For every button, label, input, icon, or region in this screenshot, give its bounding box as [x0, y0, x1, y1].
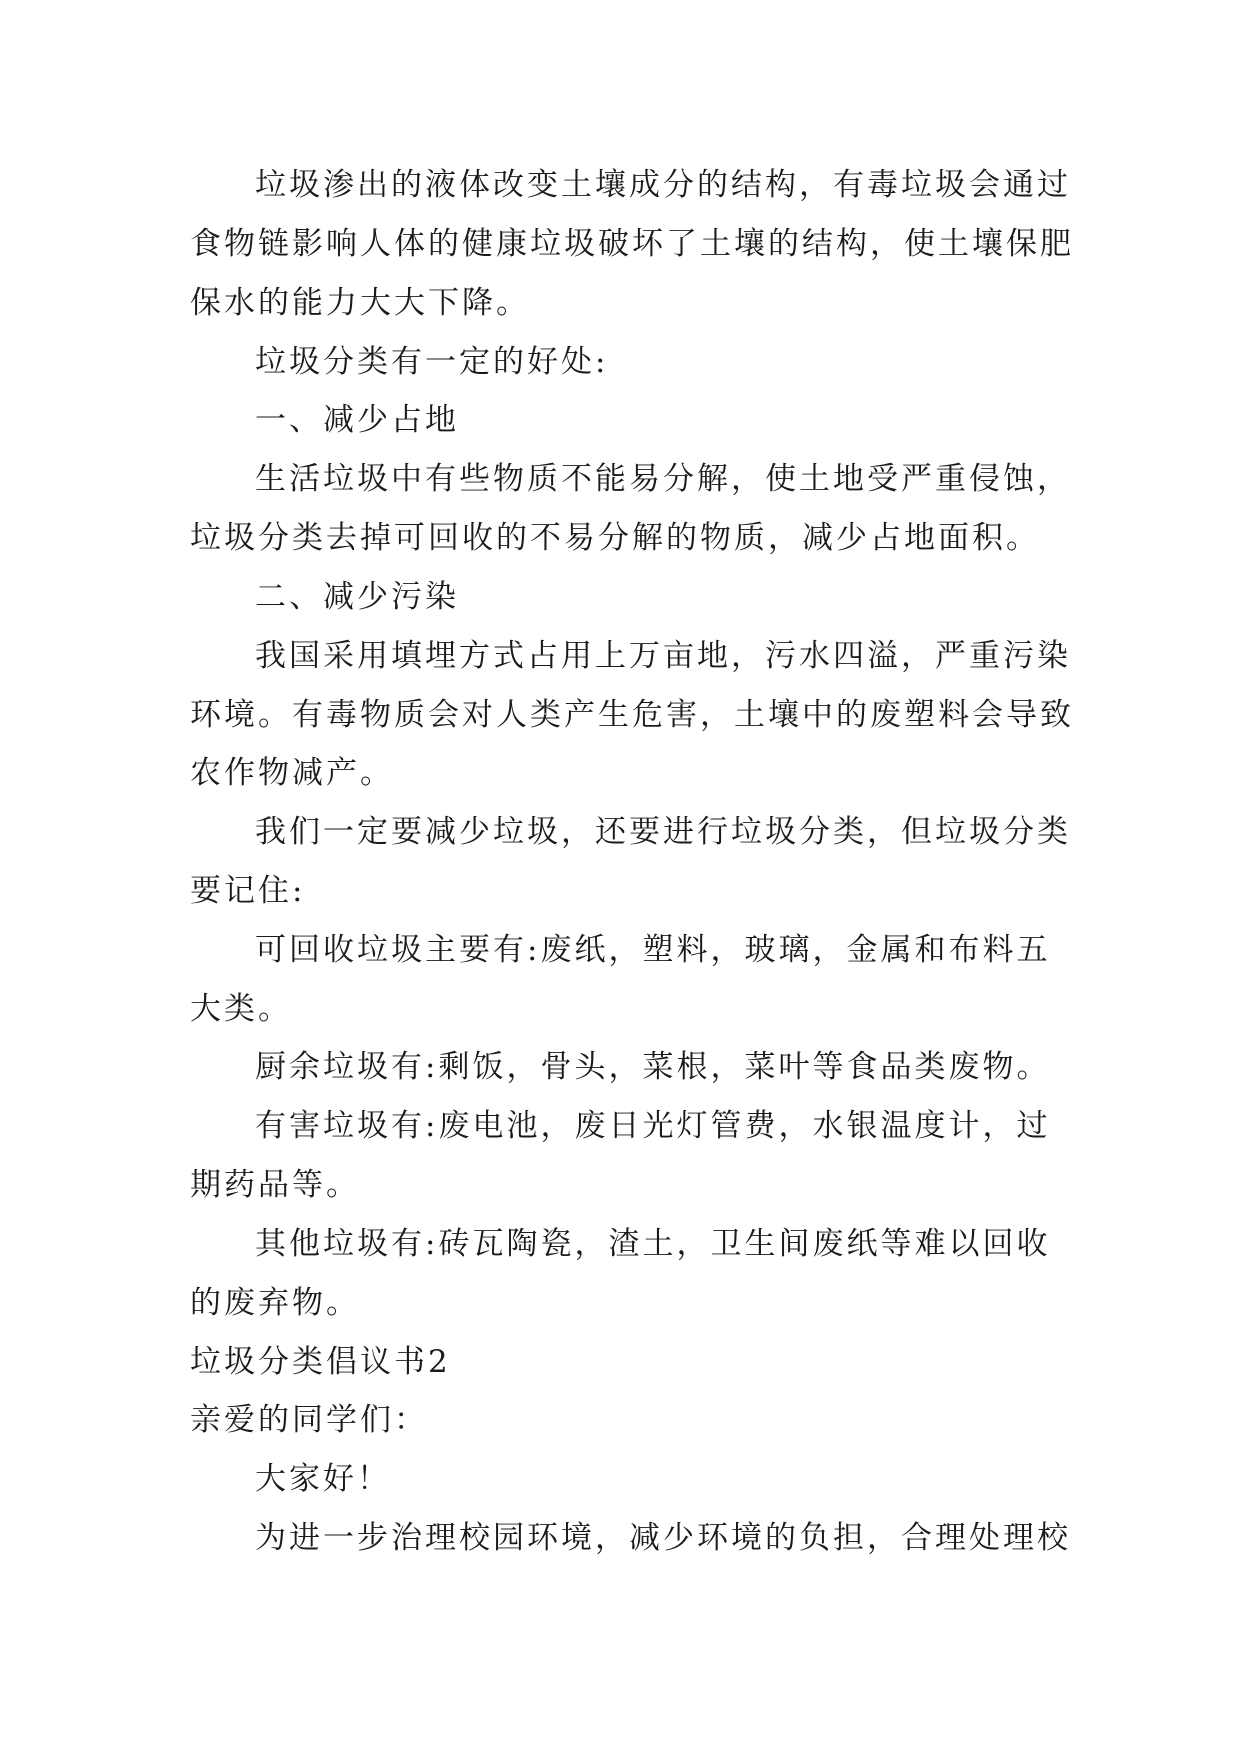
- paragraph-line: 环境。有毒物质会对人类产生危害，土壤中的废塑料会导致: [190, 697, 1074, 733]
- section-heading: 二、减少污染: [255, 579, 459, 615]
- paragraph-line: 可回收垃圾主要有:废纸，塑料，玻璃，金属和布料五: [255, 932, 1051, 968]
- paragraph-line: 垃圾分类去掉可回收的不易分解的物质，减少占地面积。: [190, 520, 1040, 556]
- paragraph-line: 为进一步治理校园环境，减少环境的负担，合理处理校: [255, 1520, 1071, 1556]
- paragraph-line: 食物链影响人体的健康垃圾破坏了土壤的结构，使土壤保肥: [190, 226, 1074, 262]
- paragraph-line: 要记住:: [190, 873, 306, 909]
- paragraph-line: 我们一定要减少垃圾，还要进行垃圾分类，但垃圾分类: [255, 814, 1071, 850]
- paragraph-line: 大类。: [190, 991, 292, 1027]
- paragraph-line: 保水的能力大大下降。: [190, 285, 530, 321]
- paragraph-line: 其他垃圾有:砖瓦陶瓷，渣土，卫生间废纸等难以回收: [255, 1226, 1051, 1262]
- salutation: 亲爱的同学们：: [190, 1402, 428, 1438]
- paragraph-line: 垃圾渗出的液体改变土壤成分的结构，有毒垃圾会通过: [255, 167, 1071, 203]
- greeting: 大家好！: [255, 1461, 391, 1497]
- document-title: 垃圾分类倡议书2: [190, 1344, 451, 1380]
- paragraph-line: 垃圾分类有一定的好处:: [255, 344, 609, 380]
- paragraph-line: 生活垃圾中有些物质不能易分解，使土地受严重侵蚀，: [255, 461, 1071, 497]
- paragraph-line: 期药品等。: [190, 1167, 360, 1203]
- paragraph-line: 农作物减产。: [190, 755, 394, 791]
- section-heading: 一、减少占地: [255, 402, 459, 438]
- paragraph-line: 的废弃物。: [190, 1285, 360, 1321]
- paragraph-line: 有害垃圾有:废电池，废日光灯管费，水银温度计，过: [255, 1108, 1051, 1144]
- paragraph-line: 我国采用填埋方式占用上万亩地，污水四溢，严重污染: [255, 638, 1071, 674]
- paragraph-line: 厨余垃圾有:剩饭，骨头，菜根，菜叶等食品类废物。: [255, 1049, 1051, 1085]
